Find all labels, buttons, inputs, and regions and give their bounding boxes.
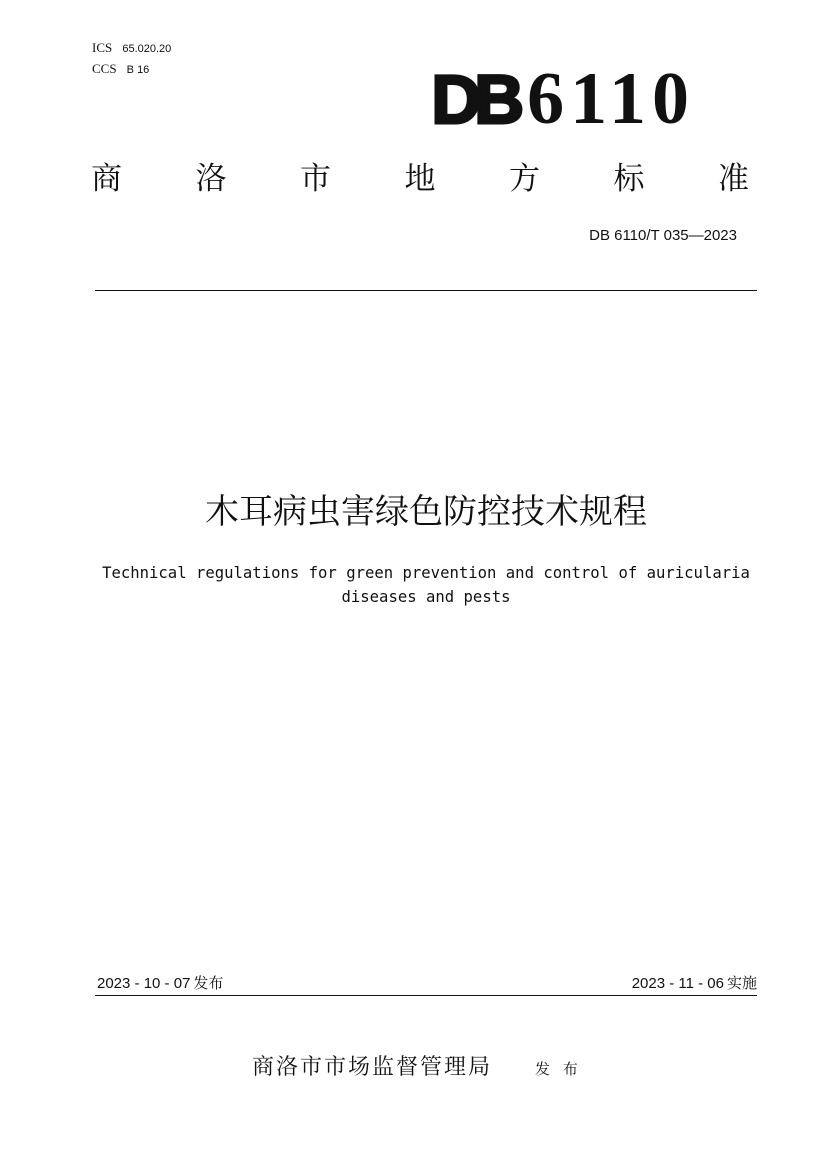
standard-type-char: 洛 <box>195 161 227 197</box>
chinese-title: 木耳病虫害绿色防控技术规程 <box>205 492 647 532</box>
standard-type-heading <box>91 162 749 196</box>
english-title <box>95 561 757 609</box>
standard-mark-logo <box>431 58 695 140</box>
top-divider <box>95 290 757 291</box>
standard-type-char: 地 <box>404 161 436 197</box>
english-title-line: diseases and pests <box>341 588 511 606</box>
issuer-block <box>252 1054 582 1083</box>
standard-type-char: 方 <box>509 161 540 197</box>
implement-date-group <box>632 974 757 993</box>
english-title-line: Technical regulations for green prevention and control of auricularia <box>102 564 750 582</box>
ics-row <box>92 39 171 55</box>
release-date: 2023 - 10 - 07 <box>97 975 191 992</box>
issuer-action: 发 布 <box>535 1060 582 1078</box>
issuer-name: 商洛市市场监督管理局 <box>252 1055 493 1080</box>
standard-number: DB 6110/T 035—2023 <box>589 227 737 244</box>
bottom-divider <box>95 995 757 996</box>
ics-code: 65.020.20 <box>122 43 172 55</box>
release-date-group <box>97 974 223 993</box>
standard-mark-number: 6110 <box>527 58 695 140</box>
standard-type-char: 商 <box>91 161 122 197</box>
dates-row <box>97 974 757 992</box>
standard-mark-prefix: DB <box>431 61 518 138</box>
ics-label: ICS <box>92 40 113 55</box>
implement-date: 2023 - 11 - 06 <box>631 975 724 992</box>
ccs-code: B 16 <box>126 64 150 76</box>
release-label: 发布 <box>193 974 224 992</box>
ccs-row <box>92 60 149 76</box>
implement-label: 实施 <box>726 974 757 992</box>
standard-type-char: 标 <box>613 161 645 197</box>
ccs-label: CCS <box>92 61 117 76</box>
standard-type-char: 市 <box>300 161 331 197</box>
standard-type-char: 准 <box>718 161 749 197</box>
